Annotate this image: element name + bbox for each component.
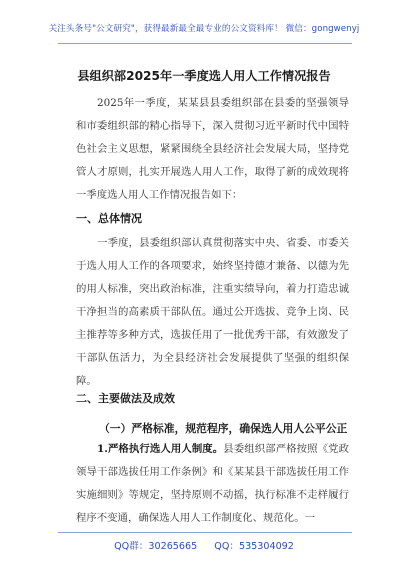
- footer-contact-note: QQ群：30265665 QQ：535304092: [114, 541, 294, 552]
- subsection-heading-standards: （一）严格标准，规范程序，确保选人用人公平公正: [99, 422, 348, 435]
- intro-paragraph: [76, 92, 349, 207]
- section-heading-overview: 一、总体情况: [76, 212, 142, 225]
- header-divider: [58, 43, 352, 44]
- overview-paragraph: [76, 232, 349, 393]
- header-promo-note: 关注头条号"公文研究"，获得最新最全最专业的公文资料库！ 微信：gongwenyj: [48, 24, 360, 34]
- item1-lead: 1.严格执行选人用人制度。: [97, 443, 224, 455]
- overview-text: 一季度，县委组织部认真贯彻落实中央、省委、市委关于选人用人工作的各项要求，始终坚持德才兼备、以德为先的用人标准，突出政治标准，注重实绩导向，着力打造忠诚干净担当的高素质干部队伍。通过公开选拔、竞争上岗、民主推荐等多种方式，选拔任用了一批优秀干部，有效激发了干部队伍活力，为全县经济社会发展提供了坚强的组织保障。: [76, 237, 349, 387]
- item1-paragraph: [76, 438, 349, 530]
- section-heading-practices: 二、主要做法及成效: [76, 392, 175, 405]
- item1-text: 县委组织部严格按照《党政领导干部选拔任用工作条例》和《某某县干部选拔任用工作实施细则》等规定，坚持原则不动摇，执行标准不走样履行程序不变通，确保选人用人工作制度化、规范化。一: [76, 443, 349, 524]
- intro-text: 2025年一季度，某某县县委组织部在县委的坚强领导和市委组织部的精心指导下，深入贯彻习近平新时代中国特色社会主义思想，紧紧围绕全县经济社会发展大局，坚持党管人才原则，扎实开展选人用人工作，取得了新的成效现将一季度选人用人工作情况报告如下：: [76, 97, 349, 201]
- footer-divider: [58, 532, 352, 533]
- document-title: 县组织部2025年一季度选人用人工作情况报告: [77, 69, 331, 83]
